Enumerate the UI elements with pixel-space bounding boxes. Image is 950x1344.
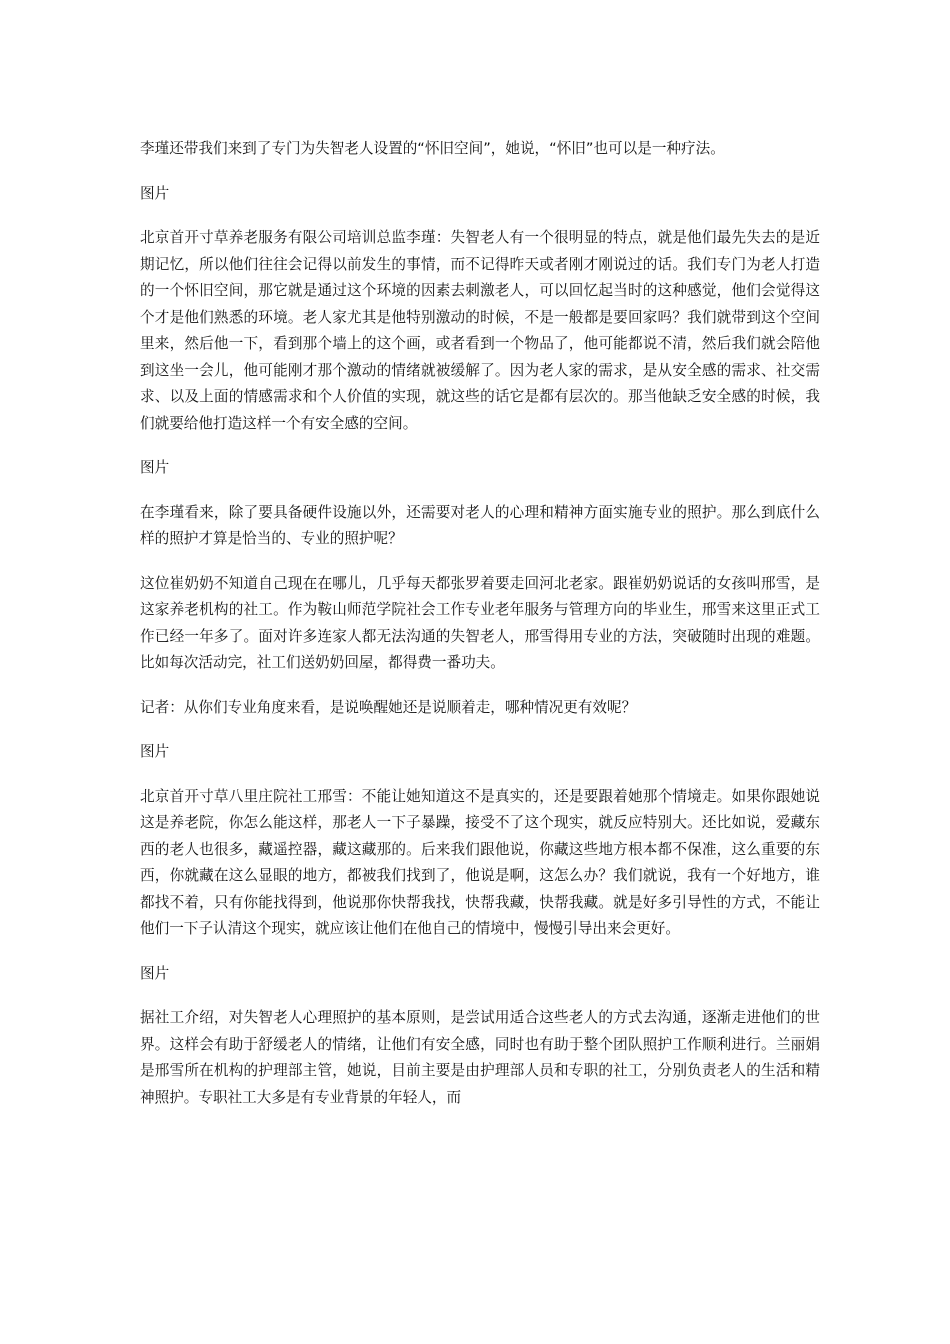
paragraph-professional-care: 在李瑾看来，除了要具备硬件设施以外，还需要对老人的心理和精神方面实施专业的照护。那么到底什么样的照护才算是恰当的、专业的照护呢？ (140, 503, 820, 547)
paragraph-intro: 李瑾还带我们来到了专门为失智老人设置的“怀旧空间”，她说，“怀旧”也可以是一种疗法。 (140, 140, 725, 157)
document-body (140, 136, 820, 1129)
image-placeholder-label: 图片 (140, 743, 170, 760)
paragraph-reporter-question: 记者：从你们专业角度来看，是说唤醒她还是说顺着走，哪种情况更有效呢？ (140, 698, 637, 716)
image-placeholder-label: 图片 (140, 459, 170, 476)
paragraph-grandma-cui: 这位崔奶奶不知道自己现在在哪儿，几乎每天都张罗着要走回河北老家。跟崔奶奶说话的女孩叫邢雪，是这家养老机构的社工。作为鞍山师范学院社会工作专业老年服务与管理方向的毕业生，邢雪来这里正式工作已经一年多了。面对许多连家人都无法沟通的失智老人，邢雪得用专业的方法，突破随时出现的难题。比如每次活动完，社工们送奶奶回屋，都得费一番功夫。 (140, 574, 820, 671)
paragraph-care-principles: 据社工介绍，对失智老人心理照护的基本原则，是尝试用适合这些老人的方式去沟通，逐渐走进他们的世界。这样会有助于舒缓老人的情绪，让他们有安全感，同时也有助于整个团队照护工作顺利进行。兰丽娟是邢雪所在机构的护理部主管，她说，目前主要是由护理部人员和专职的社工，分别负责老人的生活和精神照护。专职社工大多是有专业背景的年轻人，而 (140, 1009, 820, 1106)
paragraph-interview-xing-xue: 北京首开寸草八里庄院社工邢雪：不能让她知道这不是真实的，还是要跟着她那个情境走。如果你跟她说这是养老院，你怎么能这样，那老人一下子暴躁，接受不了这个现实，就反应特别大。还比如说，爱藏东西的老人也很多，藏遥控器，藏这藏那的。后来我们跟他说，你藏这些地方根本都不保准，这么重要的东西，你就藏在这么显眼的地方，都被我们找到了，他说是啊，这怎么办？我们就说，我有一个好地方，谁都找不着，只有你能找得到，他说那你快帮我找，快帮我藏，快帮我藏。就是好多引导性的方式，不能让他们一下子认清这个现实，就应该让他们在他自己的情境中，慢慢引导出来会更好。 (140, 787, 820, 937)
image-placeholder-label: 图片 (140, 964, 170, 982)
image-placeholder-label: 图片 (140, 184, 170, 202)
paragraph-interview-li-jin: 北京首开寸草养老服务有限公司培训总监李瑾：失智老人有一个很明显的特点，就是他们最先失去的是近期记忆，所以他们往往会记得以前发生的事情，而不记得昨天或者刚才刚说过的话。我们专门为老人打造的一个怀旧空间，那它就是通过这个环境的因素去刺激老人，可以回忆起当时的这种感觉，他们会觉得这个才是他们熟悉的环境。老人家尤其是他特别激动的时候，不是一般都是要回家吗？我们就带到这个空间里来，然后他一下，看到那个墙上的这个画，或者看到一个物品了，他可能都说不清，然后我们就会陪他到这坐一会儿，他可能刚才那个激动的情绪就被缓解了。因为老人家的需求，是从安全感的需求、社交需求、以及上面的情感需求和个人价值的实现，就这些的话它是都有层次的。那当他缺乏安全感的时候，我们就要给他打造这样一个有安全感的空间。 (140, 229, 820, 432)
